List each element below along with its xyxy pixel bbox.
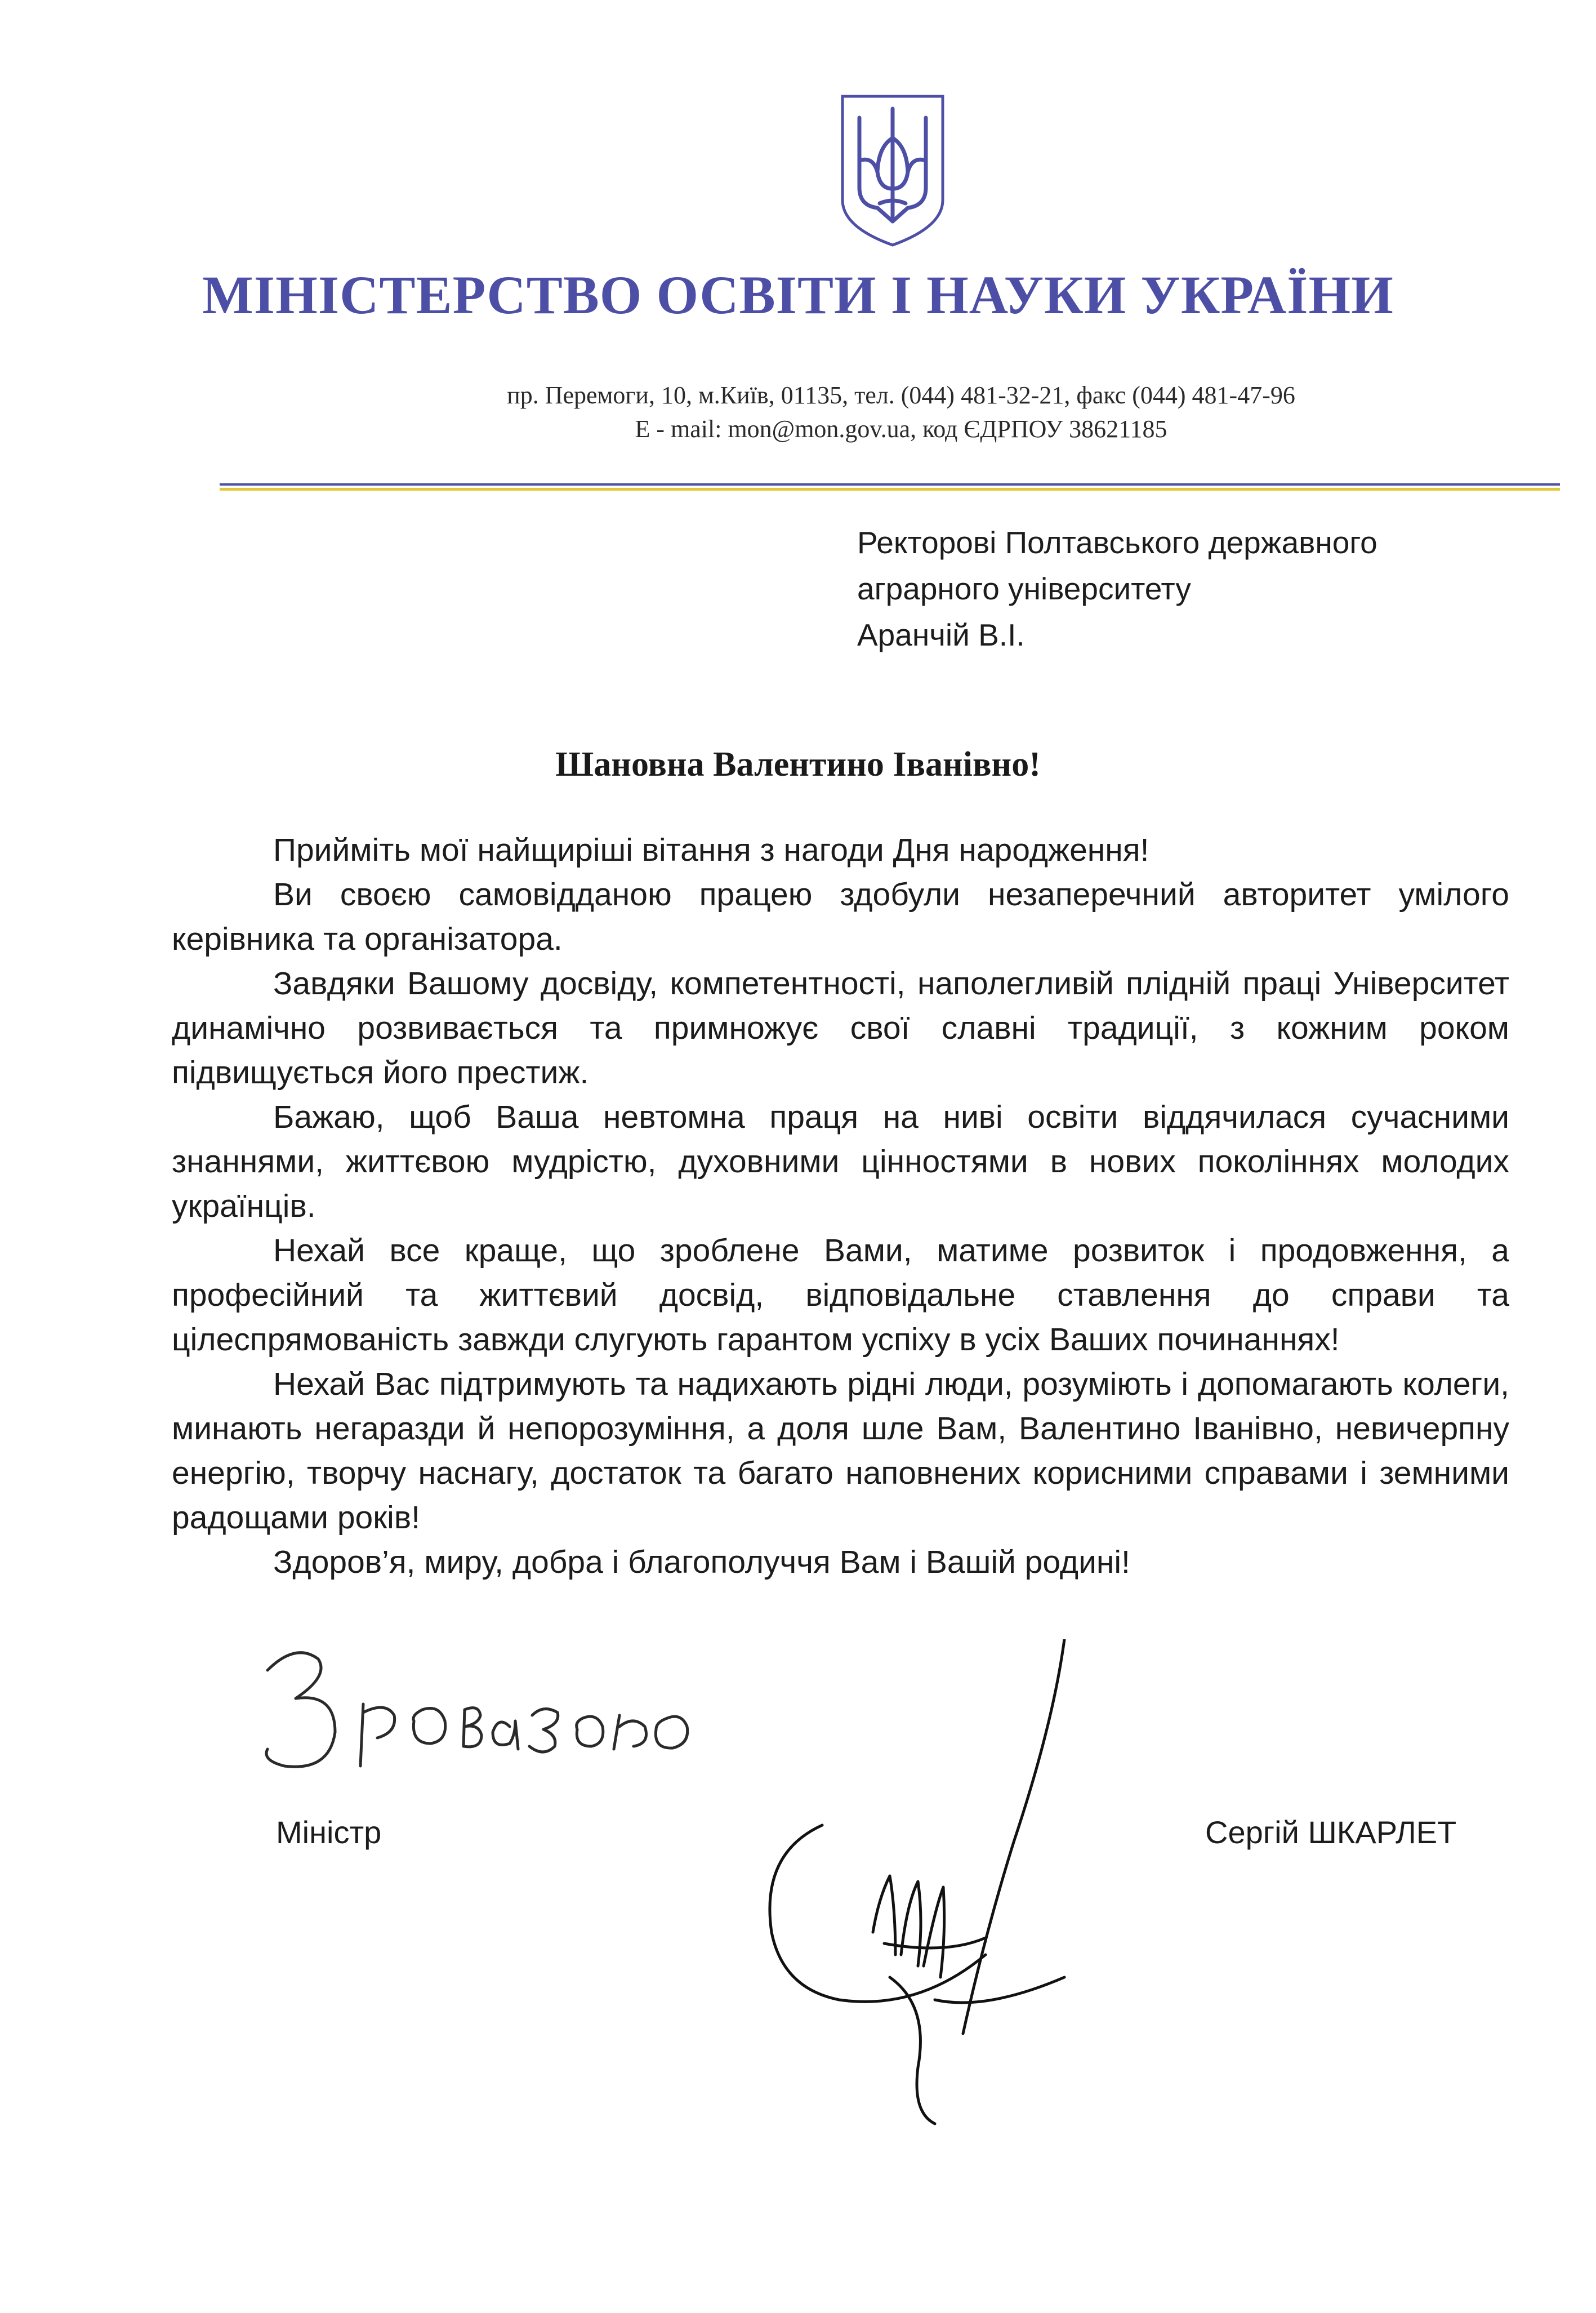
ministry-contacts (366, 379, 1436, 446)
paragraph: Ви своєю самовідданою працею здобули незаперечний авторитет умілого керівника та організатора. (172, 877, 1509, 957)
ministry-name: МІНІСТЕРСТВО ОСВІТИ І НАУКИ УКРАЇНИ (202, 265, 1394, 325)
addressee-line: Ректорові Полтавського державного (857, 525, 1377, 560)
paragraph: Завдяки Вашому досвіду, компетентності, наполегливій плідній праці Університет динамічно розвивається та примножує свої славні традиції, з кожним роком підвищується його престиж. (172, 966, 1509, 1091)
email-line: E - mail: mon@mon.gov.ua, код ЄДРПОУ 38621185 (635, 415, 1167, 443)
paragraph: Здоров’я, миру, добра і благополуччя Вам і Вашій родині! (273, 1544, 1130, 1580)
trident-coat-of-arms-icon (839, 93, 946, 248)
paragraph: Прийміть мої найщиріші вітання з нагоди Дня народження! (273, 832, 1149, 868)
signer-name: Сергій ШКАРЛЕТ (1205, 1814, 1457, 1850)
address-line: пр. Перемоги, 10, м.Київ, 01135, тел. (044) 481-32-21, факс (044) 481-47-96 (507, 381, 1295, 409)
paragraph: Нехай все краще, що зроблене Вами, матиме розвиток і продовження, а професійний та життєвий досвід, відповідальне ставлення до справи та цілеспрямованість завжди слугують гарантом успіху в усіх Ваших починаннях! (172, 1233, 1509, 1358)
letter-body (172, 828, 1509, 1585)
addressee-block (857, 519, 1533, 658)
signer-title: Міністр (276, 1814, 382, 1850)
salutation: Шановна Валентино Іванівно! (555, 745, 1041, 784)
handwritten-signature-icon (749, 1639, 1154, 2135)
paragraph: Нехай Вас підтримують та надихають рідні люди, розуміють і допомагають колеги, минають негаразди й непорозуміння, а доля шле Вам, Валентино Іванівно, невичерпну енергію, творчу наснагу, достаток та багато наповнених корисними справами і земними радощами років! (172, 1366, 1509, 1536)
header-divider (220, 483, 1560, 491)
addressee-line: аграрного університету (857, 571, 1191, 606)
paragraph: Бажаю, щоб Ваша невтомна праця на ниві освіти віддячилася сучасними знаннями, життєвою мудрістю, духовними цінностями в нових поколіннях молодих українців. (172, 1099, 1509, 1224)
addressee-line: Аранчій В.І. (857, 617, 1025, 652)
handwritten-regards (251, 1636, 712, 1800)
